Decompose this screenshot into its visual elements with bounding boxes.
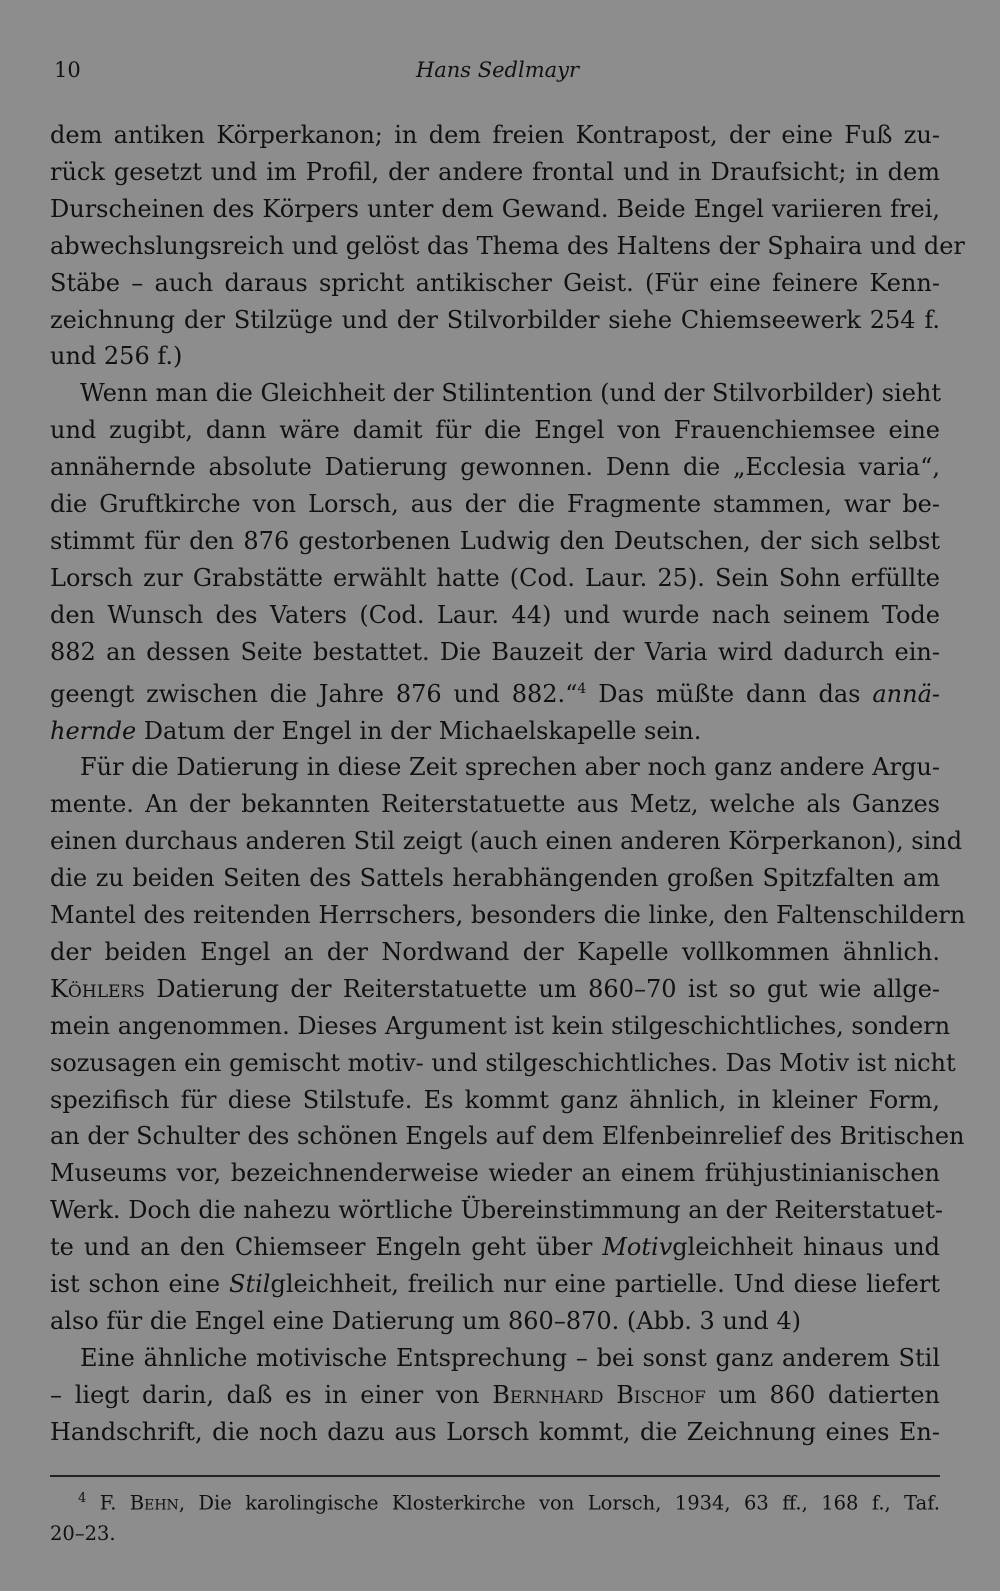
page-number: 10: [54, 58, 81, 82]
text-line: 882 an dessen Seite bestattet. Die Bauzeit der Varia wird dadurch ein-: [50, 637, 940, 666]
text-line: Für die Datierung in diese Zeit sprechen aber noch ganz andere Argu-: [80, 753, 940, 782]
footnote-text: , Die karolingische Klosterkirche von Lorsch, 1934, 63 ff., 168 f., Taf.: [178, 1491, 940, 1515]
text-segment: gleichheit, freilich nur eine partielle. Und diese liefert: [270, 1270, 941, 1299]
text-segment: geengt zwischen die Jahre 876 und 882.“: [50, 679, 578, 708]
text-line: [50, 671, 940, 713]
text-line: den Wunsch des Vaters (Cod. Laur. 44) und wurde nach seinem Tode: [50, 600, 940, 629]
paragraph-2: [50, 375, 940, 749]
text-line: die Gruftkirche von Lorsch, aus der die Fragmente stammen, war be-: [50, 490, 940, 519]
text-segment: Das müßte dann das: [598, 679, 861, 708]
text-line: Durscheinen des Körpers unter dem Gewand. Beide Engel variieren frei,: [50, 194, 940, 223]
footnote-line: [50, 1484, 940, 1519]
text-line: [50, 1229, 940, 1266]
page-header: [54, 58, 941, 90]
text-segment: Datum der Engel in der Michaelskapelle sein.: [143, 716, 702, 745]
text-line: sozusagen ein gemischt motiv- und stilgeschichtliches. Das Motiv ist nicht: [50, 1048, 956, 1077]
text-line: Werk. Doch die nahezu wörtliche Übereinstimmung an der Reiterstatuet-: [50, 1196, 943, 1225]
text-segment: Datierung der Reiterstatuette um 860–70 ist so gut wie allge-: [156, 974, 941, 1003]
text-line: zeichnung der Stilzüge und der Stilvorbilder siehe Chiemseewerk 254 f.: [50, 305, 940, 334]
small-caps-name: Bernhard Bischof: [492, 1380, 706, 1409]
italic-word: hernde: [50, 716, 137, 745]
text-segment: – liegt darin, daß es in einer von: [50, 1380, 480, 1409]
text-line: spezifisch für diese Stilstufe. Es kommt ganz ähnlich, in kleiner Form,: [50, 1085, 940, 1114]
text-segment: ist schon eine: [50, 1270, 221, 1299]
text-line: annähernde absolute Datierung gewonnen. Denn die „Ecclesia varia“,: [50, 453, 940, 482]
text-line: rück gesetzt und im Profil, der andere frontal und in Draufsicht; in dem: [50, 157, 940, 186]
italic-word: annä-: [872, 679, 941, 708]
text-line: Lorsch zur Grabstätte erwählt hatte (Cod. Laur. 25). Sein Sohn erfüllte: [50, 563, 940, 592]
text-line: der beiden Engel an der Nordwand der Kapelle vollkommen ähnlich.: [50, 937, 940, 966]
footnote-reference: 4: [577, 680, 587, 697]
text-line: [50, 713, 940, 750]
paragraph-4: [50, 1340, 940, 1451]
footnote-line: 20–23.: [50, 1521, 116, 1545]
small-caps-name: Köhlers: [50, 974, 145, 1003]
text-line: Museums vor, bezeichnenderweise wieder an einem frühjustinianischen: [50, 1159, 940, 1188]
text-segment: te und an den Chiemseer Engeln geht über: [50, 1233, 593, 1262]
footnote-author: F. Behn: [99, 1491, 179, 1515]
text-line: und 256 f.): [50, 342, 183, 371]
paragraph-1: [50, 117, 965, 375]
text-line: einen durchaus anderen Stil zeigt (auch einen anderen Körperkanon), sind: [50, 827, 963, 856]
running-head: Hans Sedlmayr: [415, 58, 580, 82]
italic-word: Stil: [229, 1270, 271, 1299]
text-line: die zu beiden Seiten des Sattels herabhängenden großen Spitzfalten am: [50, 864, 940, 893]
text-line: Handschrift, die noch dazu aus Lorsch kommt, die Zeichnung eines En-: [50, 1417, 940, 1446]
text-segment: um 860 datierten: [718, 1380, 941, 1409]
text-line: an der Schulter des schönen Engels auf dem Elfenbeinrelief des Britischen: [50, 1122, 965, 1151]
body-text: [50, 117, 966, 1451]
text-line: [50, 971, 940, 1008]
italic-word: Motiv: [602, 1233, 673, 1262]
text-segment: gleichheit hinaus und: [672, 1233, 940, 1262]
text-line: [50, 1377, 940, 1414]
text-line: mente. An der bekannten Reiterstatuette aus Metz, welche als Ganzes: [50, 790, 940, 819]
text-line: [50, 1266, 940, 1303]
text-line: abwechslungsreich und gelöst das Thema des Haltens der Sphaira und der: [50, 231, 965, 260]
text-line: Eine ähnliche motivische Entsprechung – bei sonst ganz anderem Stil: [80, 1343, 940, 1372]
text-line: dem antiken Körperkanon; in dem freien Kontrapost, der eine Fuß zu-: [50, 121, 940, 149]
footnote-marker: 4: [78, 1491, 87, 1506]
text-line: Wenn man die Gleichheit der Stilintention (und der Stilvorbilder) sieht: [80, 379, 942, 408]
text-line: also für die Engel eine Datierung um 860–870. (Abb. 3 und 4): [50, 1307, 801, 1335]
footnote: [50, 1484, 940, 1549]
text-line: stimmt für den 876 gestorbenen Ludwig den Deutschen, der sich selbst: [50, 526, 940, 555]
paragraph-3: [50, 749, 966, 1340]
text-line: mein angenommen. Dieses Argument ist kein stilgeschichtliches, sondern: [50, 1011, 951, 1040]
footnote-divider: [50, 1475, 940, 1477]
text-line: und zugibt, dann wäre damit für die Engel von Frauenchiemsee eine: [50, 416, 940, 445]
text-line: Mantel des reitenden Herrschers, besonders die linke, den Faltenschildern: [50, 901, 966, 930]
text-line: Stäbe – auch daraus spricht antikischer Geist. (Für eine feinere Kenn-: [50, 268, 940, 297]
